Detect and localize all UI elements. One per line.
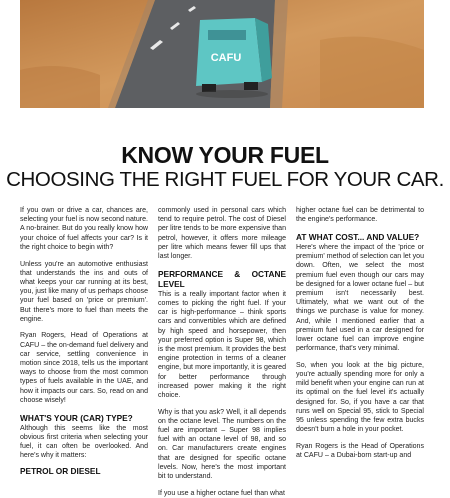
paragraph: This is a really important factor when it comes to picking the right fuel. If your car is high-performance – think sports cars and convertibles which are defined by high speed and horsepower, then your preferred option is Super 98, which is the most premium. It provides the best engine protection in terms of a cleaner engine, but more importantly, it is geared for better performance through increased power making it the right choice. (158, 290, 286, 399)
section-heading: PETROL OR DIESEL (20, 466, 101, 477)
paragraph: Here's where the impact of the 'price or premium' method of selection can let you down. Often, we select the most premium fuel even though our cars may be designed for a lower octane fuel – but premium isn't necessarily best. Ultimately, what we want out of the things we purchase is value for money. And, while I mentioned earlier that a premium fuel used in a car designed for lower octane fuel can improve engine performance, that's very minimal. (296, 243, 424, 353)
paragraph: commonly used in personal cars which tend to require petrol. The cost of Diesel per litre tends to be more expensive than petrol, however, it offers more mileage per litre which means fewer fill ups that last longer. (158, 207, 286, 261)
paragraph: So, when you look at the big picture, you're actually spending more for only a mild benefit when your engine can run at its optimal on the fuel level it's actually designed for. So, if you have a car that runs well on Special 95, stick to Special 95 unless spending the few extra bucks doesn't burn a hole in your pocket. (296, 361, 424, 434)
section-heading: AT WHAT COST... AND VALUE? (296, 231, 420, 242)
column-2 (158, 206, 286, 497)
paragraph: Although this seems like the most obvious first criteria when selecting your fuel, it can often be overlooked. And here's why it matters: (20, 424, 148, 460)
paragraph: Ryan Rogers is the Head of Operations at CAFU – a Dubai-born start-up and (296, 442, 424, 460)
article-body (20, 206, 424, 497)
paragraph: Ryan Rogers, Head of Operations at CAFU – the on-demand fuel delivery and car service, settling convenience in motion since 2018, tells us the important ways to choose from the most common types of fuels available in the UAE, and how it impacts our cars. So, read on and choose wisely! (20, 332, 148, 404)
article-subtitle: CHOOSING THE RIGHT FUEL FOR YOUR CAR. (6, 168, 444, 191)
paragraph: higher octane fuel can be detrimental to the engine's performance. (296, 207, 424, 224)
paragraph: If you own or drive a car, chances are, selecting your fuel is now second nature. A no-brainer. But do you really know how your choice of fuel affects your car? Is it the right choice to begin with? (20, 207, 148, 251)
column-1 (20, 206, 148, 477)
photo-illustration (20, 0, 424, 108)
section-heading: WHAT'S YOUR (CAR) TYPE? (20, 412, 133, 423)
paragraph: Unless you're an automotive enthusiast that understands the ins and outs of what keeps your car running at its best, you, just like many of us perhaps choose your fuel based on 'price or premium'. But there's more to fuel than meets the engine. (20, 260, 148, 323)
article-title: KNOW YOUR FUEL (121, 142, 329, 168)
paragraph: If you use a higher octane fuel than what (158, 489, 285, 497)
truck-on-desert-road-image (20, 0, 424, 108)
paragraph: Why is that you ask? Well, it all depends on the octane level. The numbers on the fuel are important – Super 98 implies fuel with an octane level of 98, and so on. Car manufacturers create engines that are designed for specific octane levels. Now, here's the most important bit to understand. (158, 408, 286, 481)
column-3 (296, 206, 424, 460)
truck-logo: CAFU (210, 52, 242, 64)
section-heading: PERFORMANCE & OCTANE LEVEL (158, 268, 286, 289)
